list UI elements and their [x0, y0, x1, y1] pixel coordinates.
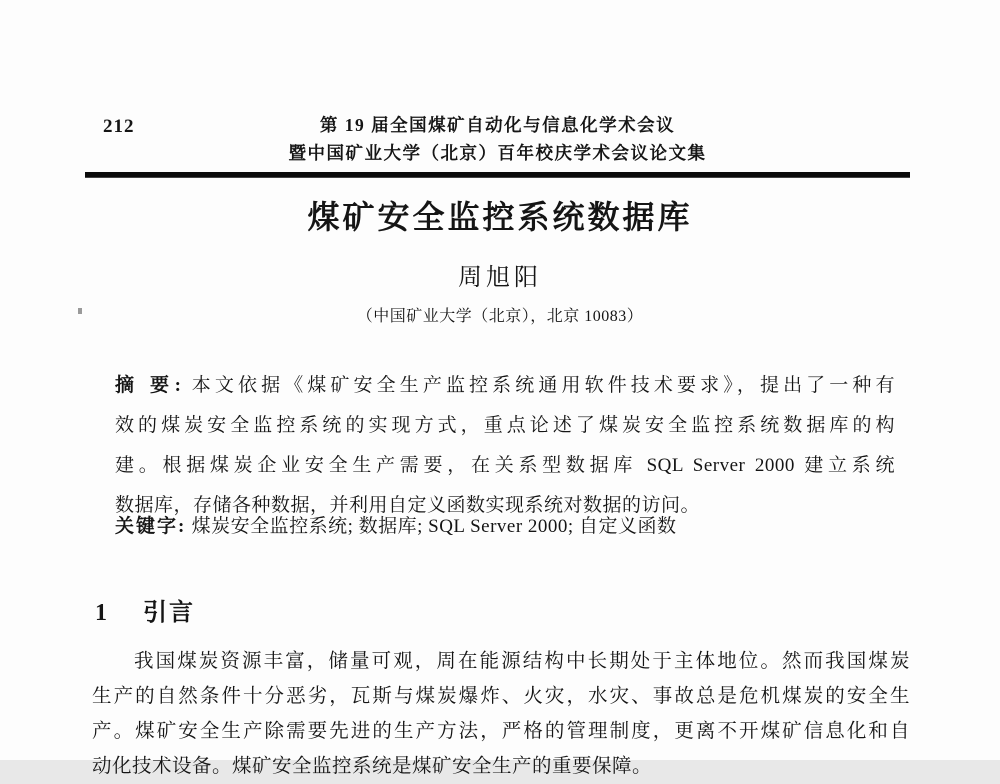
paper-title: 煤矿安全监控系统数据库	[307, 199, 693, 235]
scan-artifact-speck	[78, 308, 82, 314]
abstract-line: 建。根据煤炭企业安全生产需要，在关系型数据库 SQL Server 2000 建立系统	[115, 455, 895, 476]
abstract-line: 数据库，存储各种数据，并利用自定义函数实现系统对数据的访问。	[115, 495, 701, 516]
section-number: 1	[95, 600, 109, 626]
keywords-line	[115, 512, 895, 542]
running-head-line2: 暨中国矿业大学（北京）百年校庆学术会议论文集	[288, 143, 707, 163]
section-heading	[95, 592, 195, 627]
running-head-line1: 第 19 届全国煤矿自动化与信息化学术会议	[319, 115, 676, 135]
author-affiliation: （中国矿业大学（北京），北京 10083）	[356, 308, 644, 325]
page-number: 212	[103, 116, 135, 137]
paragraph-line: 生产的自然条件十分恶劣，瓦斯与煤炭爆炸、火灾，水灾、事故总是危机煤炭的安全生	[92, 686, 910, 707]
author-name: 周旭阳	[458, 265, 542, 291]
abstract-label: 摘 要:	[115, 375, 183, 396]
abstract-text: 本文依据《煤矿安全生产监控系统通用软件技术要求》，提出了一种有	[191, 375, 895, 396]
running-head	[85, 111, 910, 167]
section-title: 引言	[143, 600, 195, 626]
paragraph-line: 我国煤炭资源丰富，储量可观，周在能源结构中长期处于主体地位。然而我国煤炭	[134, 651, 910, 672]
abstract-line: 效的煤炭安全监控系统的实现方式，重点论述了煤炭安全监控系统数据库的构	[115, 415, 895, 436]
paragraph-line-clipped: 动化技术设备。煤矿安全监控系统是煤矿安全生产的重要保障。	[92, 756, 653, 777]
header-rule	[85, 172, 910, 178]
keywords-text: 煤炭安全监控系统; 数据库; SQL Server 2000; 自定义函数	[191, 516, 677, 537]
abstract-block	[115, 366, 895, 526]
intro-paragraph	[92, 644, 910, 784]
abstract-line	[115, 366, 895, 406]
keywords-label: 关键字:	[115, 516, 187, 537]
paragraph-line: 产。煤矿安全生产除需要先进的生产方法，严格的管理制度，更离不开煤矿信息化和自	[92, 721, 910, 742]
